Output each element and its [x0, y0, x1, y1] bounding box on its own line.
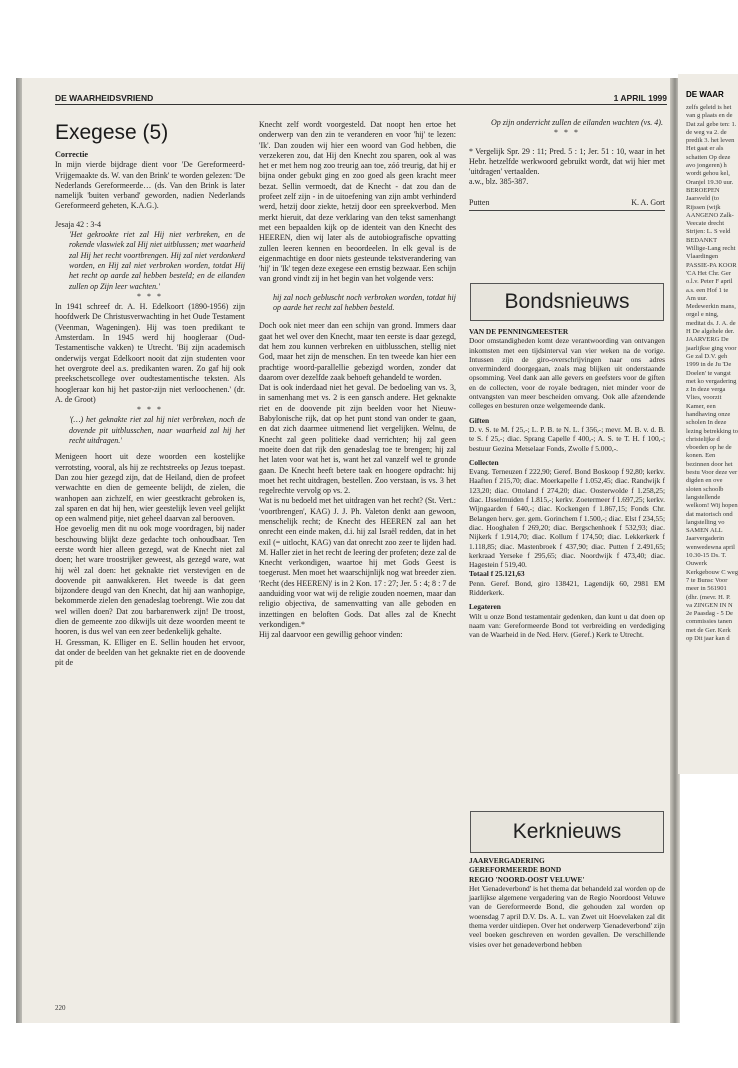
collecten-text: Evang. Terneuzen f 222,90; Geref. Bond Boskoop f 92,80; kerkv. Haaften f 215,70; diac. Moerkapelle f 1.052,45; diac. Randwijk f 123,20; diac. Ottoland f 274,20; diac. Oosterwolde f 1.258,25; diac. IJsselmuiden f 1.815,-; kerkv. Zoetermeer f 1.697,25; kerkv. Wijngaarden f 640,-; diac. Kockengen f 1.867,15; Fonds Chr. Belangen herv. ger. gem. Gorinchem f 1.500,-; diac. Elst f 234,55; diac. Hooghalen f 269,20; diac. Bergschenhoek f 532,93; diac. Nijkerk f 1.914,70; diac. Kollum f 174,50; diac. Lekkerkerk f 1.118,85; diac. Mastenbroek f 437,90; diac. Putten f 2.491,65; kerkraad Yerseke f 295,65; diac. Noordwijk f 473,40; diac. Hagestein f 519,40.	[469, 467, 665, 570]
kerknieuws-text: Het 'Genadeverbond' is het thema dat behandeld zal worden op de jaarlijkse algemene vergadering van de Regio Noordoost Veluwe van de Gereformeerde Bond, die gehouden zal worden op woensdag 7 april D.V. Ds. A. L. van Zwet uit Hoevelaken zal dit thema verder uitdiepen. Over het onderwerp 'Genadeverbond' zijn veel boeken geschreven en worden gevallen. De verschillende visies over het genadeverbond hebben	[469, 883, 665, 949]
correction-heading: Correctie	[55, 150, 89, 159]
edelkoort-quote: '(…) het geknakte riet zal hij niet verbreken, noch de dovende pit uitblusschen, naar waarheid zal hij het recht uitdragen.'	[69, 415, 245, 446]
paragraph: Hij zal daarvoor een gewillig gehoor vinden:	[259, 630, 403, 640]
header-rule	[55, 104, 667, 105]
giften-heading: Giften	[469, 415, 490, 425]
verse-quote: Op zijn onderricht zullen de eilanden wachten (vs. 4).	[491, 118, 663, 127]
kerknieuws-heading-2: GEREFORMEERDE BOND	[469, 865, 562, 875]
paragraph: H. Gressman, K. Elliger en E. Sellin houden het ervoor, dat onder de beelden van het geknakte riet en de doovende pit de	[55, 637, 245, 668]
column-3	[469, 118, 665, 211]
column-2	[259, 120, 456, 641]
penningmeester-text: Door omstandigheden komt deze verantwoording van ontvangen inkomsten met een tijdsinterval van vier weken na de vorige. Intussen zijn de giro-overschrijvingen naar ons adres onverminderd doorgegaan, zoals mag blijken uit onderstaande opsomming. Veel dank aan alle gevers en geefsters voor de giften en de collecten, voor de royale bedragen, niet minder voor de ontvangsten van meer bescheiden omvang. Ook alle afzendende colleges en besturen onze welgemeende dank.	[469, 336, 665, 411]
paragraph: Dat is ook inderdaad niet het geval. De bedoeling van vs. 3, in samenhang met vs. 2 is een gansch andere. Het geknakte riet en de doovende pit zijn beelden voor het Nieuw-Babylonische rijk, dat op het punt stond van onder te gaan, en dat zich daarmee uitmenend liet vergelijken. Welnu, de Knecht zal geen politieke daad verrichten; hij zal geen moeite doen dat rijk den genadeslag toe te brengen; hij zal het laten voor wat het is, want het zal vanzelf wel te gronde gaan. De Knecht heeft betere taak en hoogere opdracht: hij moet het recht uitdragen, bestellen. Zoo verstaan, is vs. 3 het regelrechte vervolg op vs. 2.	[259, 383, 456, 496]
kerknieuws-heading-1: JAARVERGADERING	[469, 856, 545, 865]
issue-date: 1 APRIL 1999	[613, 93, 667, 103]
separator-stars: * * *	[137, 291, 163, 301]
paragraph: Wat is nu bedoeld met het uitdragen van het recht? (St. Vert.: 'voortbrengen', KAG) J. J. Ph. Valeton denkt aan gewoon, menschelijk recht; de Knecht des HEEREN zal aan het onrecht een einde maken, d.i. hij zal Israël redden, dat in het exil (= uitlocht, KAG) van dat onrecht zoo zeer te lijden had. M. Haller ziet in het recht de leering der profeten; deze zal de Knecht verkondigen, waartoe hij met Gods Geest is toegerust. Men moet het waarschijnlijk nog wat breeder zien. 'Recht (des HEEREN)' is in 2 Kon. 17 : 27; Jer. 5 : 4; 8 : 7 de aanduiding voor wat wij de religie zouden noemen, maar dan religio objectiva, de samenvatting van alle geboden en inzettingen en beloften Gods. Dat alles zal de Knecht verkondigen.*	[259, 496, 457, 629]
verse-quote: hij zal noch gebluscht noch verbroken worden, totdat hij op aarde het recht zal hebben besteld.	[273, 292, 456, 313]
separator-stars: * * *	[137, 405, 163, 415]
legaten-heading: Legateren	[469, 602, 501, 612]
signature-line	[469, 198, 665, 211]
paragraph: Doch ook niet meer dan een schijn van grond. Immers daar gaat het wel over den Knecht, maar ten eerste is daar gezegd, dat hem zou kunnen verbreken en uitblusschen, stellig niet God, maar het zijn de menschen. En ten tweede kan hier een prachtige woord-parallellie gebezigd worden, zonder dat daarom over dezelfde zaak behoeft gehandeld te worden.	[259, 321, 456, 382]
penningmeester-heading: VAN DE PENNINGMEESTER	[469, 327, 569, 336]
kerknieuws-heading-3: REGIO 'NOORD-OOST VELUWE'	[469, 874, 585, 884]
scripture-quote: 'Het gekrookte riet zal Hij niet verbreken, en de rokende vlaswiek zal Hij niet uitblussen; met waarheid zal Hij het recht voortbrengen. Hij zal niet verdonkerd worden, en Hij zal niet verbroken worden, totdat Hij het recht op aarde zal hebben besteld; en de eilanden zullen op Zijn leer wachten.'	[69, 230, 245, 291]
bondsnieuws-section	[469, 327, 665, 640]
article-title: Exegese (5)	[55, 121, 169, 144]
kerknieuws-section	[469, 856, 665, 949]
footnote-source: a.w., blz. 385-387.	[469, 177, 529, 187]
legaten-text: Wilt u onze Bond testamentair gedenken, dan kunt u dat doen op naam van: Gereformeerde Bond tot verbreiding en verdediging van de Waarheid in de Ned. Herv. (Geref.) Kerk te Utrecht.	[469, 611, 665, 640]
giften-text: D. v. S. te M. f 25,-; L. P. B. te N. L. f 356,-; mevr. M. B. v. d. B. te S. f 25,-; diac. Sprang Capelle f 400,-; A. S. te T. H. f 100,-; bestuur Gezina Metselaar Fonds, Zwolle f 5.000,-.	[469, 424, 665, 453]
paragraph: Hoe gevoelig men dit nu ook moge voordragen, bij nader beschouwing blijkt deze gedachte toch onhoudbaar. Ten eerste wordt hier alleen gezegd, wat de Knecht niet zal doen; het ware troostrijker geweest, als gezegd ware, wat hij wèl zal doen: het geknakte riet verstevigen en de doovende pit aanwakkeren. Het tweede is dat geen bijzondere deugd van den Knecht, dat hij aan wanhopige, bekommerde zielen den genadeslag toebrengt. Wie zou dat wel willen doen? Dat zou barbarenwerk zijn! De troost, dien de gemeente zoo dikwijls uit deze woorden meent te hooren, is dus wel van een zeer bedenkelijk gehalte.	[55, 524, 245, 637]
totaal: Totaal f 25.121,63	[469, 569, 525, 579]
column-1	[55, 120, 245, 669]
article-author: K. A. Gort	[631, 197, 665, 207]
article-place: Putten	[469, 197, 490, 207]
bondsnieuws-banner: Bondsnieuws	[470, 283, 664, 321]
next-page-header: DE WAAR	[686, 90, 724, 99]
footnote: * Vergelijk Spr. 29 : 11; Pred. 5 : 1; Jer. 51 : 10, waar in het Hebr. hetzelfde werkwoord gebruikt wordt, dat wij hier met 'uitdragen' vertaalden.	[469, 146, 665, 177]
next-page-edge	[678, 74, 738, 774]
correction-text: In mijn vierde bijdrage dient voor 'De Gereformeerd-Vrijgemaakte ds. W. van den Brink' te worden gelezen: 'De Nederlands Gereformeerde… (ds. Van den Brink is later namelijk 'buiten verband' geworden, nadien Nederlands Gereformeerd geheten, K.A.G.).	[55, 160, 245, 211]
paragraph: In 1941 schreef dr. A. H. Edelkoort (1890-1956) zijn hoofdwerk De Christusverwachting in het Oude Testament (Veenman, Wageningen). Hij was toen predikant te Amsterdam. In 1945 werd hij hoogleraar (Oud-Testamentische vakken) te Utrecht. 'Bij zijn academisch onderwijs vergat Edelkoort nooit dat zijn studenten voor het overgrote deel a.s. predikanten waren. Zo gaf hij ook preekschetscollege over oudtestamentische teksten. Als hoogleraar kon hij het pastor-zijn niet verloochenen.' (dr. A. de Groot)	[55, 302, 245, 404]
publication-name: DE WAARHEIDSVRIEND	[55, 93, 154, 103]
page-number: 220	[55, 1004, 66, 1012]
next-page-text: zelfs geleid is het van g plaats en de Dat zal gebe ten: 1. de weg va 2. de predik 3. het leven Het gaat er als schatten Op deze avo jongeren) h wordt gehou kel, Oranjel 19.30 uur. BEROEPEN Jaarsveld (to Rijssen (wijk AANGENO Zalk-Veecate drecht Strijen: L. S veld BEDANKT Willige-Lang recht Vlaardingen PASSIE-PA KOOR 'CA Het Chr. Ger o.l.v. Peter F april a.s. een Hof 1 te Am uur. Medewerkin mans, orgel e ning, meditat ds. J. A. de H De algehele der. JAARVERG De jaarlijkse ging voor Ge zal D.V. geh 1999 in de Ju 'De Doelen' te vangst met ko vergadering z In deze verga Vlies, voorzit Kamer, een handhaving onze scholen In deze lezing betrekking to christelijke d vboeden op he de konen. Een bezinnen door het bestu Voor deze ver digden en ove sloten schoolb langstellende welkom! Wij hopen dat matorisch ond langstelling vo SAMEN ALL Jaarvergaderin wenwedewna april 10.30-15 Ds. T. Ouwerk Kerkgebouw C weg 7 te Bunsc Voor meer in 561901 (dhr. (mevr. H. P. va ZINGEN IN N 2e Paasdag - 5 De commissies tanen met de Ger. Kerk op Dit jaar kan d	[686, 104, 738, 642]
bible-reference: Jesaja 42 : 3-4	[55, 219, 101, 229]
paragraph: Knecht zelf wordt voorgesteld. Dat noopt hen ertoe het onderwerp van den zin te veranderen en voor 'hij' te lezen: 'Ik'. Dan zouden wij hier een woord van God hebben, die verzekeren zou, dat Hij den Knecht zou sparen, ook al was het er met hem nog zoo treurig aan toe, zóó treurig, dat hij er bijna onder gebukt ging en zoo goed als geen kracht meer bezat. Sellin vermoedt, dat de Knecht - dat zou dan de profeet zelf zijn - in de uitoefening van zijn ambt verhinderd werd, hetzij door ziekte, hetzij door een spreekverbod. Men merkt hieruit, dat deze verklaring van den tekst samenhangt met een bepaalden kijk op de identeit van den Knecht des HEEREN, dien wij later als de autobiografische opvatting zullen leeren kennen en beoordeelen. In elk geval is de eigenmachtige en door niets gesteunde tekstverandering van 'hij' in 'Ik' tegen deze exegese een ernstig bezwaar. Een schijn van grond vindt zij in het begin van het volgende vers:	[259, 120, 457, 284]
separator-stars: * * *	[554, 128, 580, 138]
paragraph: Menigeen hoort uit deze woorden een kostelijke verrotsting, vooral, als hij ze rechtstreeks op Jezus toepast. Dan zou hier gezegd zijn, dat de Heiland, dien de profeet verwachtte en dien de gemeente belijdt, de zielen, die wanhopen aan zichzelf, en wier geestkracht gebroken is, zal sparen en dat hij hen, wier geestelijk leven veel gelijkt op een walmend pitje, niet geheel daarvan zal berooven.	[55, 452, 245, 524]
giro-address: Penn. Geref. Bond, giro 138421, Lagendijk 60, 2981 EM Ridderkerk.	[469, 578, 665, 598]
kerknieuws-banner: Kerknieuws	[470, 811, 664, 853]
collecten-heading: Collecten	[469, 457, 499, 467]
